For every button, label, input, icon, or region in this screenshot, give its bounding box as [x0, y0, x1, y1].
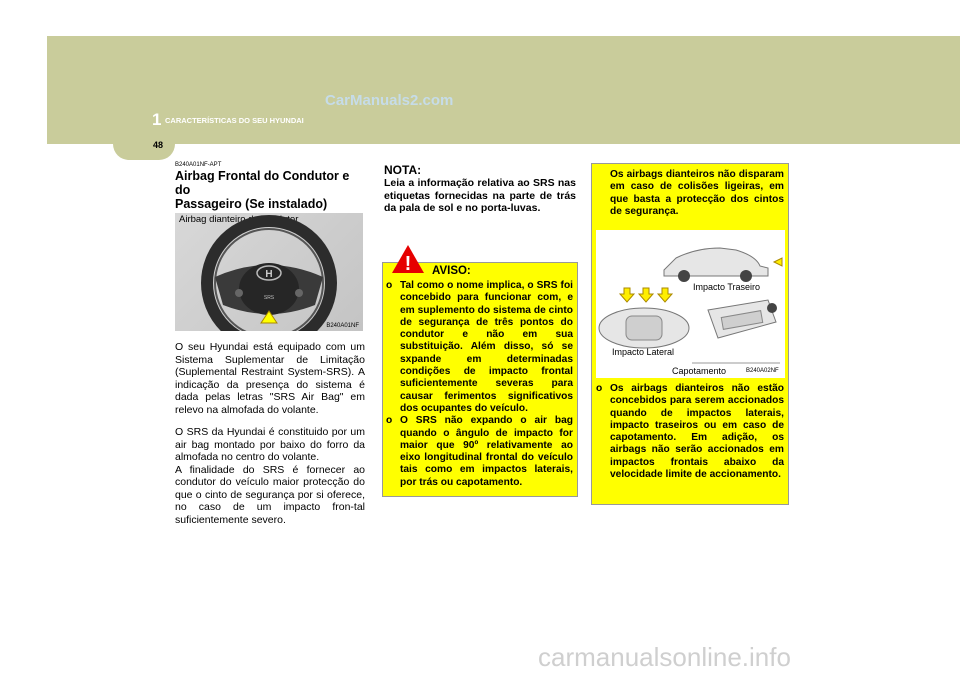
steering-wheel-illustration — [175, 213, 363, 331]
wheel-srs-label: SRS — [263, 295, 275, 301]
photo-caption: Airbag dianteiro do condutor — [179, 214, 299, 225]
warning-triangle-icon — [391, 244, 425, 274]
chapter-title: CARACTERÍSTICAS DO SEU HYUNDAI — [165, 116, 304, 125]
warning-symbol: ! — [404, 253, 412, 274]
note-block — [384, 163, 576, 215]
label-side-impact: Impacto Lateral — [612, 347, 675, 357]
column-left — [175, 162, 365, 526]
warning-title: AVISO: — [432, 265, 471, 277]
header-band — [47, 36, 960, 144]
watermark-bottom[interactable]: carmanualsonline.info — [538, 642, 791, 672]
warning-item-1: Tal como o nome implica, o SRS foi concebido para funcionar com, e em suplemento do sistema de cinto de segurança de três pontos do condutor e não em sua substituição. Além disso, só se sxpande em determinadas condições de impacto frontal suficientemente severas para causar ferimentos significativos dos ocupantes do veículo. — [400, 280, 573, 414]
bullet: o — [386, 415, 393, 427]
side-impact-arrow-icon — [620, 288, 634, 302]
info-top-text: Os airbags dianteiros não disparam em caso de colisões ligeiras, em que basta a protecção dos cintos de segurança. — [610, 169, 784, 217]
list-item — [596, 383, 784, 481]
rear-impact-arrow-icon — [774, 258, 782, 266]
side-impact-arrow-icon — [658, 288, 672, 302]
note-text: Leia a informação relativa ao SRS nas etiquetas fornecidas na parte de trás da pala de sol e no porta-luvas. — [384, 177, 576, 214]
bullet: o — [386, 280, 393, 291]
chapter-number: 1 — [152, 110, 162, 129]
figure-code: B240A02NF — [746, 368, 779, 374]
paragraph-3: A finalidade do SRS é fornecer ao condutor do veículo maior protecção do que o cinto de segurança por si oferece, no caso de um impacto fron-tal suficientemente severo. — [175, 463, 365, 526]
warning-list — [386, 280, 573, 489]
wheel-logo: H — [265, 269, 273, 280]
info-item: Os airbags dianteiros não estão concebidos para serem accionados quando de impactos laterais, impacto traseiros ou em caso de capotamento. Em adição, os airbags não serão accionados em impactos frontais abaixo da velocidade limite de accionamento. — [610, 383, 784, 481]
side-impact-arrow-icon — [639, 288, 653, 302]
list-item — [386, 280, 573, 415]
page-number: 48 — [153, 140, 164, 150]
section-title-line1: Airbag Frontal do Condutor e do — [175, 169, 350, 197]
paragraph-1: O seu Hyundai está equipado com um Sistema Suplementar de Limitação (Suplemental Restraint System-SRS). A indicação da presença do sistema é dada pelas letras "SRS Air Bag" em relevo na almofada do volante. — [175, 341, 365, 416]
photo-code: B240A01NF — [326, 323, 359, 329]
label-rear-impact: Impacto Traseiro — [693, 282, 761, 292]
note-title: NOTA: — [384, 163, 422, 177]
page-number-tab — [113, 130, 175, 160]
list-item — [386, 415, 573, 489]
info-list — [596, 383, 784, 481]
paragraph-2: O SRS da Hyundai é constituido por um air bag montado por baixo do forro da almofada no centro do volante. — [175, 426, 365, 463]
label-rollover: Capotamento — [672, 366, 727, 376]
warning-item-2: O SRS não expando o air bag quando o ângulo de impacto for maior que 90º relativamente ao eixo longitudinal frontal do veículo tais como em impactos laterais, por trás ou capotamento. — [400, 415, 573, 488]
section-title-line2: Passageiro (Se instalado) — [175, 197, 328, 211]
section-title — [175, 169, 365, 211]
steering-wheel-photo — [175, 213, 363, 331]
section-code: B240A01NF-APT — [175, 162, 222, 168]
bullet: o — [596, 383, 603, 394]
impact-figure — [596, 230, 785, 378]
watermark-top[interactable]: CarManuals2.com — [325, 92, 454, 109]
